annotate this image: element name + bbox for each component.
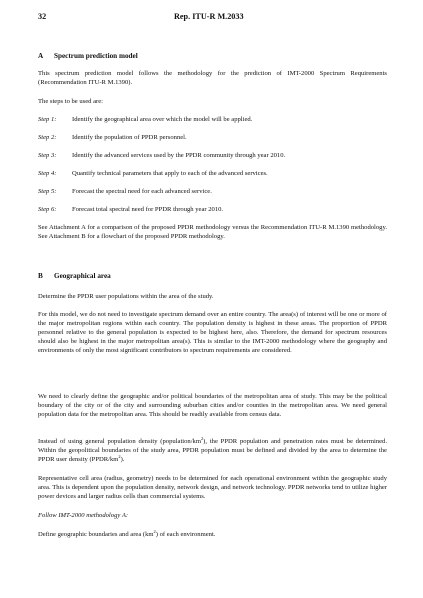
step-text: Forecast the spectral need for each advanced service. bbox=[72, 188, 212, 195]
p7-text-a: Define geographic boundaries and area (km bbox=[38, 531, 154, 538]
section-a-intro: This spectrum prediction model follows the methodology for the prediction of IMT-2000 Spectrum Requirements (Recommendation ITU-R M.1390). bbox=[38, 70, 387, 87]
p4-superscript-1: 2 bbox=[200, 436, 204, 441]
p7-superscript: 2 bbox=[153, 529, 156, 534]
steps-intro: The steps to be used are: bbox=[38, 98, 104, 105]
section-a-title: Spectrum prediction model bbox=[54, 52, 138, 60]
methodology-note: Follow IMT-2000 methodology A: bbox=[38, 512, 129, 519]
step-label: Step 6: bbox=[38, 206, 57, 213]
page-number: 32 bbox=[38, 12, 47, 21]
step-text: Identify the population of PPDR personnel. bbox=[72, 134, 187, 141]
section-a-heading bbox=[38, 52, 138, 61]
step-4 bbox=[38, 169, 387, 178]
step-text: Identify the advanced services used by the PPDR community through year 2010. bbox=[72, 152, 286, 159]
step-text: Identify the geographical area over which the model will be applied. bbox=[72, 116, 253, 123]
attachment-note: See Attachment A for a comparison of the proposed PPDR methodology versus the Recommendation ITU-R M.1390 methodology. See Attachment B for a flowchart of the proposed PPDR methodology. bbox=[38, 224, 387, 241]
step-label: Step 2: bbox=[38, 134, 57, 141]
step-label: Step 1: bbox=[38, 116, 57, 123]
step-text: Forecast total spectral need for PPDR through year 2010. bbox=[72, 206, 224, 213]
p4-text-a: Instead of using general population density (population/km bbox=[38, 438, 201, 445]
section-b-paragraph-4 bbox=[38, 437, 387, 464]
step-text: Quantify technical parameters that apply to each of the advanced services. bbox=[72, 170, 268, 177]
step-label: Step 5: bbox=[38, 188, 57, 195]
p4-text-b: ), the PPDR population and penetration rates must be determined. Within the geopolitical boundaries of the study area, PPDR population must be defined and divided by the area to determine the PPDR user density (PPDR/km bbox=[38, 438, 387, 464]
section-b-paragraph-5: Representative cell area (radius, geometry) needs to be determined for each operational environment within the geographic study area. This is dependent upon the population density, network design, and network technology. PPDR networks tend to utilize higher power devices and larger radius cells than commercial systems. bbox=[38, 475, 387, 501]
step-1 bbox=[38, 115, 387, 124]
running-header-title: Rep. ITU-R M.2033 bbox=[174, 12, 244, 21]
section-b-title: Geographical area bbox=[54, 272, 111, 280]
section-b-paragraph-3: We need to clearly define the geographic and/or political boundaries of the metropolitan area of study. This may be the political boundary of the city or of the city and surrounding suburban cities and/or counties in the metropolitan area. We need general population data for the metropolitan area. This should be readily available from census data. bbox=[38, 393, 387, 419]
step-label: Step 3: bbox=[38, 152, 57, 159]
section-b-letter: B bbox=[38, 272, 43, 280]
section-b-paragraph-2: For this model, we do not need to investigate spectrum demand over an entire country. The area(s) of interest will be one or more of the major metropolitan regions within each country. The population density is highest in these areas. The proportion of PPDR personnel relative to the general population is expected to be highest here, also. Therefore, the demand for spectrum resources should also be highest in the major metropolitan area(s). This is similar to the IMT-2000 methodology where the geography and environments of only the most significant contributors to spectrum requirements are considered. bbox=[38, 311, 387, 355]
p7-text-b: ) of each environment. bbox=[155, 531, 216, 538]
step-5 bbox=[38, 187, 387, 196]
section-b-heading bbox=[38, 272, 111, 281]
step-6 bbox=[38, 205, 387, 214]
section-a-letter: A bbox=[38, 52, 44, 60]
step-2 bbox=[38, 133, 387, 142]
step-3 bbox=[38, 151, 387, 160]
p4-text-c: ). bbox=[120, 456, 125, 464]
section-b-paragraph-1: Determine the PPDR user populations within the area of the study. bbox=[38, 293, 214, 300]
section-b-paragraph-7 bbox=[38, 530, 387, 539]
step-label: Step 4: bbox=[38, 170, 57, 177]
p4-superscript-2: 2 bbox=[118, 454, 121, 460]
